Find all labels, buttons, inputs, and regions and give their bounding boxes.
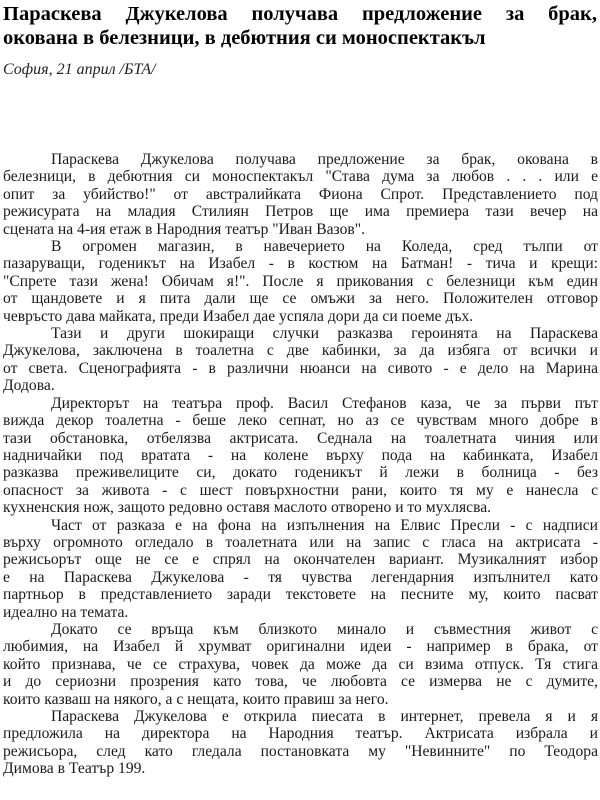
paragraph-line: Част от разказа е на фона на изпълнения на Елвис Пресли - с надписи	[51, 516, 598, 534]
paragraph-line: кухненския нож, защото редовно оставя маслото отворено и то мухлясва.	[3, 499, 492, 517]
paragraph-line: чевръсто дава майката, преди Изабел дае успяла дори да си поеме дъх.	[3, 307, 474, 325]
paragraph	[3, 708, 598, 778]
paragraph-line: сцената на 4-ия етаж в Народния театър "Иван Вазов".	[3, 220, 366, 238]
paragraph-line: Параскева Джукелова получава предложение за брак, окована в	[51, 151, 598, 168]
paragraph	[3, 395, 598, 517]
paragraph-line: върху огромното огледало в тоалетната или на запис с гласа на актрисата -	[3, 533, 598, 551]
paragraph	[3, 517, 598, 621]
paragraph	[3, 621, 598, 708]
paragraph-line: разказва преживелиците си, докато годеникът й лежи в болница - без	[3, 464, 598, 482]
paragraph-line: тази обстановка, отбелязва актрисата. Седнала на тоалетната чиния или	[3, 429, 598, 447]
paragraph-line: любимия, на Изабел й хрумват оригинални идеи - например в брака, от	[3, 638, 598, 656]
paragraph-line: режисурата на младия Стилиян Петров ще има премиера тази вечер на	[3, 203, 598, 221]
paragraph-line: "Спрете тази жена! Обичам я!". После я прикования с белезници към един	[3, 272, 598, 290]
paragraph-line: партньор в представлението заради текстовете на песните му, които пасват	[3, 586, 598, 604]
paragraph-line: режисьора, след като гледала постановката му "Невинните" по Теодора	[3, 742, 598, 760]
paragraph-line: Димова в Театър 199.	[3, 760, 146, 778]
paragraph-line: Параскева Джукелова е открила пиесата в интернет, превела я и я	[51, 708, 598, 725]
title-line: окована в белезници, в дебютния си моноспектакъл	[3, 27, 486, 49]
paragraph-line: който признава, че се страхува, човек да може да си взима отпуск. Тя стига	[3, 655, 598, 673]
paragraph-line: предложила на директора на Народния театър. Актрисата избрала и	[3, 725, 598, 743]
paragraph-line: от щандовете и я пита дали ще се омъжи за него. Положителен отговор	[3, 290, 598, 308]
paragraph-line: надничайки под вратата - на колене върху пода на кабинката, Изабел	[3, 446, 598, 464]
paragraph	[3, 238, 598, 325]
paragraph-line: Директорът на театъра проф. Васил Стефанов каза, че за първи път	[51, 394, 598, 412]
paragraph-line: Додова.	[3, 377, 55, 395]
paragraph-line: В огромен магазин, в навечерието на Коледа, сред тълпи от	[51, 238, 598, 256]
paragraph-line: и до сериозни прозрения като това, че любовта се измерва не с думите,	[3, 673, 598, 691]
paragraph	[3, 325, 598, 395]
paragraph-line: белезници, в дебютния си моноспектакъл "Става дума за любов . . . или е	[3, 168, 598, 186]
paragraph-line: Тази и други шокиращи случки разказва героинята на Параскева	[51, 325, 598, 343]
article-title	[3, 2, 597, 50]
paragraph-line: е на Параскева Джукелова - тя чувства легендарния изпълнител като	[3, 568, 598, 586]
paragraph	[3, 151, 598, 238]
dateline: София, 21 април /БТА/	[3, 61, 156, 78]
paragraph-line: пазаруващи, годеникът на Изабел - в костюм на Батман! - тича и крещи:	[3, 255, 598, 273]
article-body	[3, 151, 598, 778]
title-line: Параскева Джукелова получава предложение за брак,	[3, 3, 597, 25]
paragraph-line: от света. Сценографията - в различни нюанси на сивото - е дело на Марина	[3, 359, 598, 377]
paragraph-line: режисьорът още не се е спрял на окончателен вариант. Музикалният избор	[3, 551, 598, 569]
paragraph-line: идеално на темата.	[3, 603, 129, 621]
paragraph-line: опит за убийство!" от австралийката Фиона Спрот. Представлението под	[3, 185, 598, 203]
paragraph-line: виждa декор тоалетна - беше леко сепнат, но аз се чувствам много добре в	[3, 412, 598, 430]
paragraph-line: опасност за живота - с шест повърхностни рани, които тя му е нанесла с	[3, 481, 598, 499]
paragraph-line: Джукелова, заключена в тоалетна с две кабинки, за да избяга от всички и	[3, 342, 598, 360]
paragraph-line: Докато се връща към близкото минало и съвместния живот с	[51, 620, 598, 638]
paragraph-line: които казваш на някого, а с нещата, които правиш за него.	[3, 690, 389, 708]
